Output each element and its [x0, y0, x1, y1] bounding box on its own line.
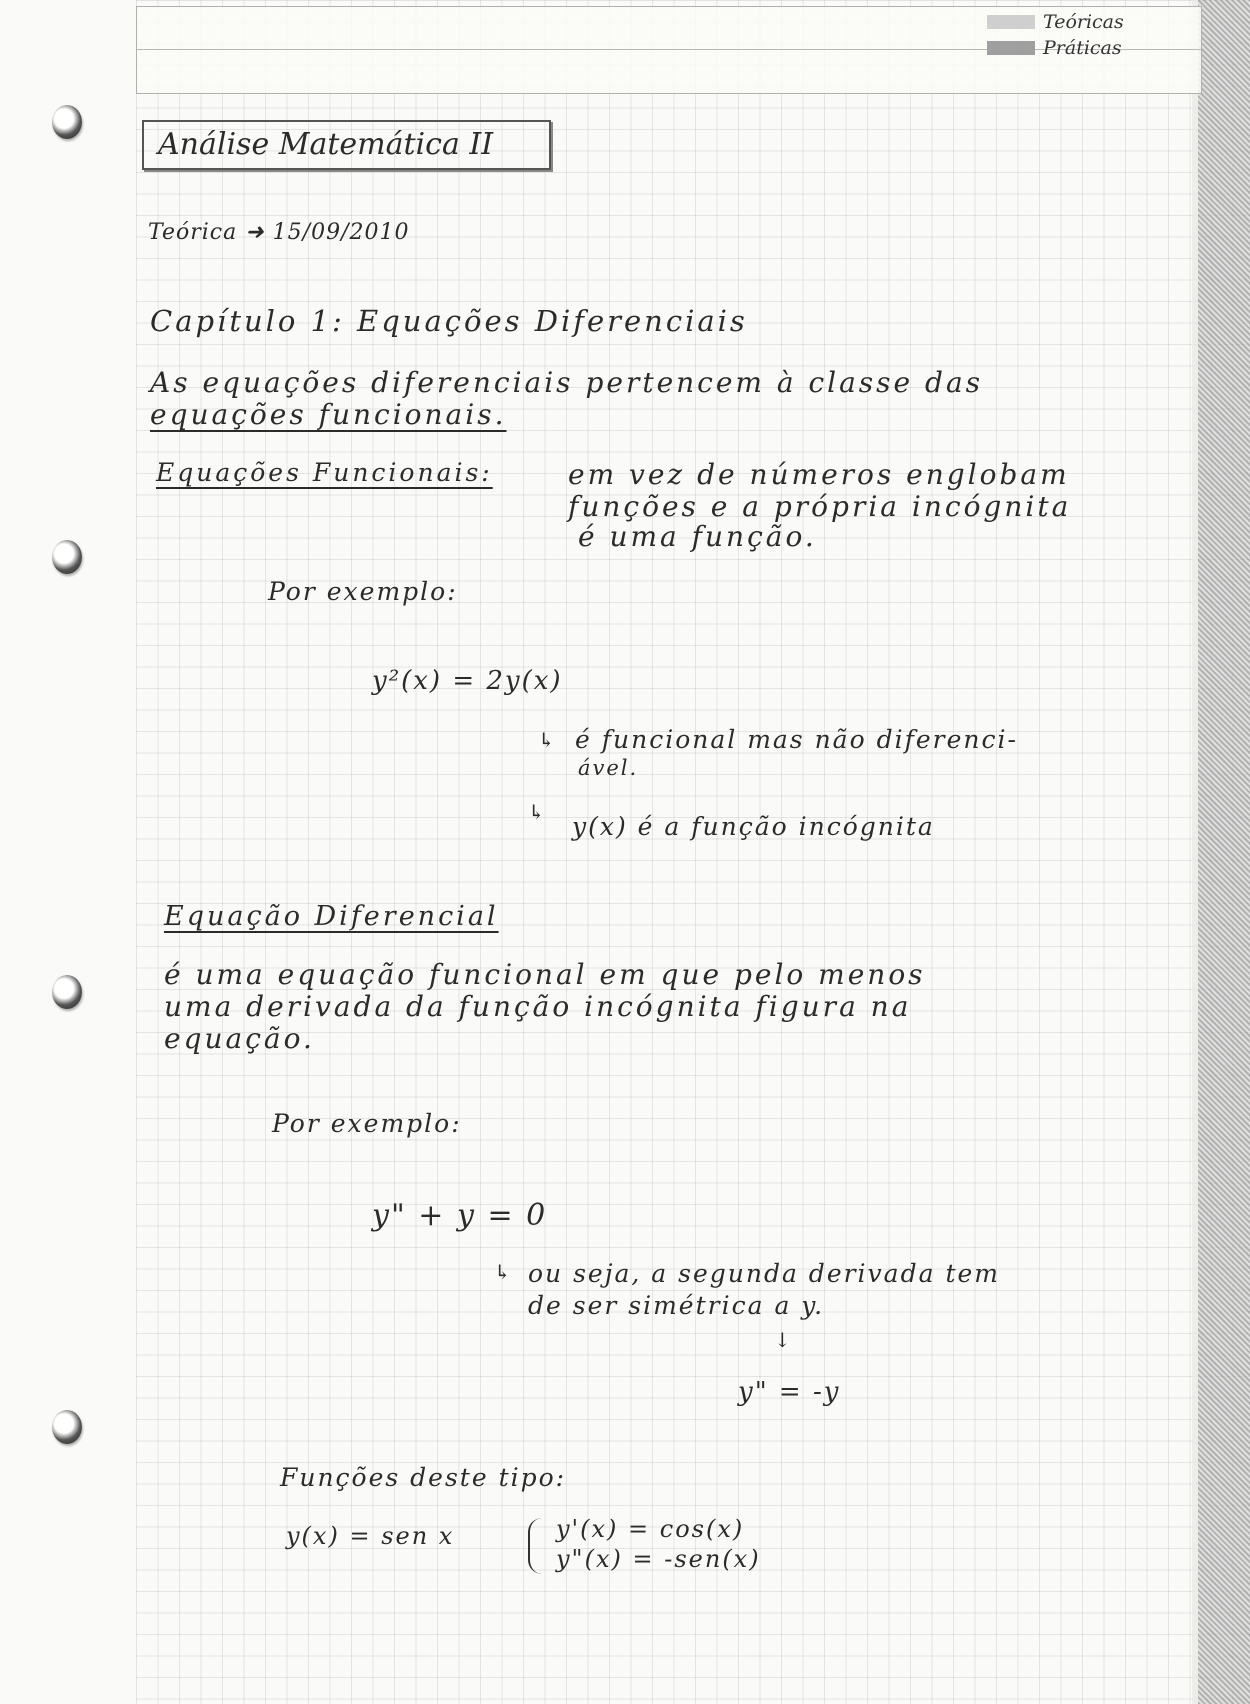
punch-hole: [52, 975, 82, 1009]
intro-line-1: As equações diferenciais pertencem à classe das: [150, 366, 984, 399]
functional-def-1: em vez de números englobam: [568, 458, 1070, 491]
lecture-date: 15/09/2010: [272, 220, 410, 245]
functions-rhs-2: y"(x) = -sen(x): [556, 1545, 761, 1573]
equation: y²(x) = 2y(x): [372, 666, 563, 696]
lecture-line: [148, 220, 409, 245]
differential-def-2: uma derivada da função incógnita figura na: [164, 990, 912, 1023]
functions-rhs-1: y'(x) = cos(x): [556, 1515, 745, 1543]
page-title: Análise Matemática II: [158, 127, 494, 162]
note-line-1: é funcional mas não diferenci-: [575, 725, 1018, 754]
functional-term: Equações Funcionais:: [156, 458, 493, 487]
functions-label: Funções deste tipo:: [280, 1463, 567, 1492]
legend-swatch: [987, 15, 1035, 29]
legend: [987, 9, 1124, 61]
bent-arrow-icon: ↳: [494, 1260, 511, 1284]
down-arrow-icon: ↓: [774, 1328, 791, 1352]
intro-line-2: equações funcionais.: [150, 398, 507, 431]
punch-hole: [52, 105, 82, 139]
legend-item-praticas: [987, 35, 1124, 61]
punch-hole: [52, 540, 82, 574]
note-line-2: ável.: [578, 756, 639, 780]
note-line-2: de ser simétrica a y.: [528, 1291, 825, 1320]
differential-def-3: equação.: [164, 1022, 315, 1055]
lecture-type: Teórica: [148, 220, 238, 245]
differential-def-1: é uma equação funcional em que pelo menos: [164, 958, 926, 991]
legend-item-teoricas: [987, 9, 1124, 35]
legend-swatch: [987, 41, 1035, 55]
bent-arrow-icon: ↳: [528, 800, 545, 824]
functional-def-3: é uma função.: [578, 520, 817, 553]
title-box: [142, 120, 551, 170]
punch-hole: [52, 1410, 82, 1444]
result-equation: y" = -y: [738, 1377, 841, 1407]
note-line-1: ou seja, a segunda derivada tem: [528, 1259, 1000, 1288]
bent-arrow-icon: ↳: [538, 728, 555, 752]
functional-def-2: funções e a própria incógnita: [568, 490, 1072, 523]
chapter-heading: Capítulo 1: Equações Diferenciais: [150, 304, 748, 338]
example-label: Por exemplo:: [272, 1109, 462, 1138]
scan-edge: [1198, 0, 1250, 1704]
legend-label: Práticas: [1043, 37, 1122, 59]
arrow-icon: ➜: [245, 220, 265, 245]
equation: y" + y = 0: [372, 1198, 548, 1233]
functions-lhs: y(x) = sen x: [286, 1522, 455, 1550]
note-incognita: y(x) é a função incógnita: [572, 812, 935, 841]
example-label: Por exemplo:: [268, 577, 458, 606]
brace-icon: [528, 1518, 544, 1574]
legend-label: Teóricas: [1043, 11, 1124, 33]
page-margin: [0, 0, 136, 1704]
header-box: [136, 6, 1202, 94]
differential-term: Equação Diferencial: [164, 901, 499, 932]
